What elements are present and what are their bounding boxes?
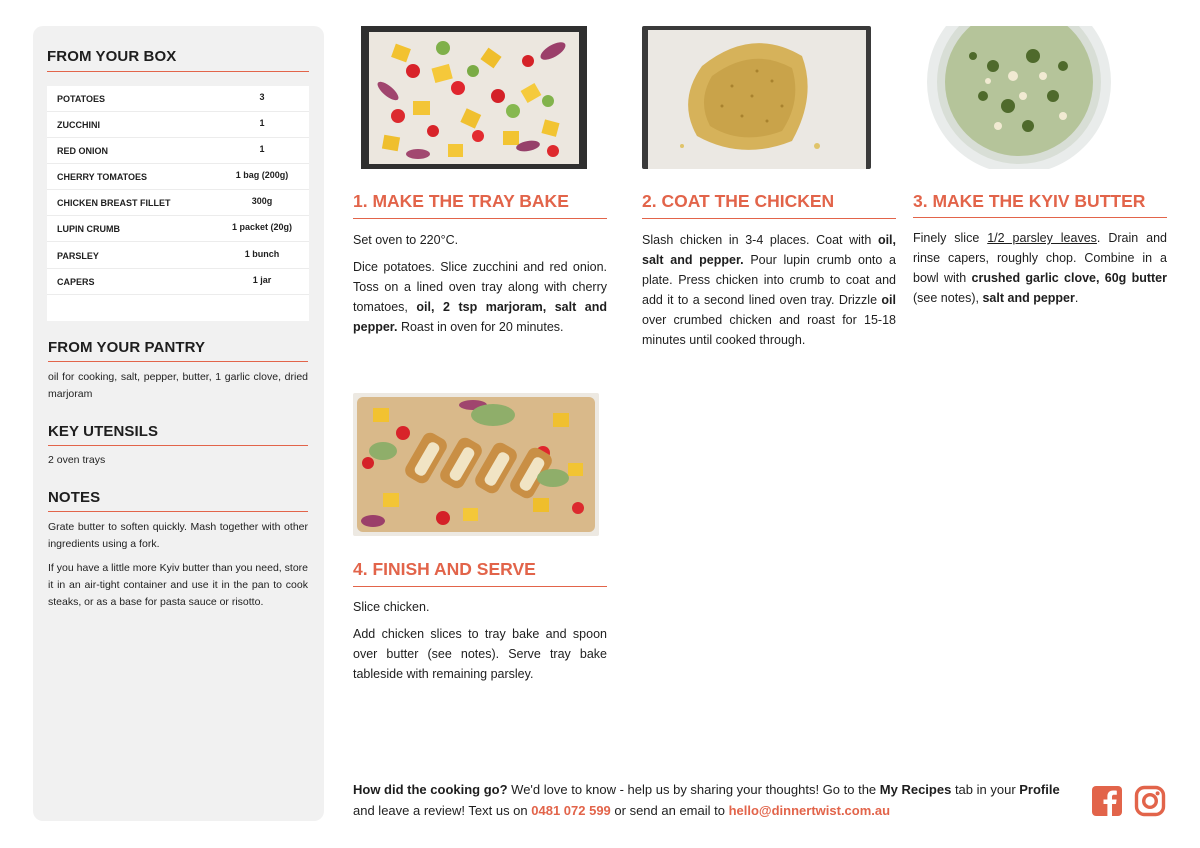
ingredient-name: ZUCCHINI — [57, 120, 100, 130]
step-paragraph: Slash chicken in 3-4 places. Coat with oil, salt and pepper. Pour lupin crumb onto a plate. Press chicken into crumb to coat and add it to a second lined oven tray. Drizzle oil over crumbed chicken and roast for 15-18 minutes until cooked through. — [642, 233, 896, 347]
table-row — [47, 216, 309, 242]
note-paragraph: Grate butter to soften quickly. Mash together with other ingredients using a fork. — [48, 521, 308, 550]
ingredient-qty: 1 packet (20g) — [231, 222, 293, 232]
ingredient-qty: 1 — [259, 118, 265, 128]
table-row — [47, 269, 309, 295]
tray-bake-photo — [353, 26, 591, 169]
step-paragraph: Slice chicken. — [353, 600, 430, 614]
ingredient-name: PARSLEY — [57, 251, 99, 261]
kyiv-butter-photo — [913, 26, 1125, 169]
note-paragraph: If you have a little more Kyiv butter than you need, store it in an air-tight container and use it in the pan to cook steaks, or as a base for pasta sauce or risotto. — [48, 562, 308, 608]
step-paragraph: Add chicken slices to tray bake and spoon over butter (see notes). Serve tray bake tableside with remaining parsley. — [353, 627, 607, 681]
utensils-list: 2 oven trays — [48, 454, 106, 466]
finished-dish-photo — [353, 393, 599, 536]
divider — [48, 511, 308, 512]
step-2-instructions — [642, 230, 896, 357]
from-your-box-title: FROM YOUR BOX — [47, 48, 177, 65]
table-row — [47, 164, 309, 190]
ingredient-qty: 3 — [259, 92, 265, 102]
facebook-icon[interactable] — [1091, 785, 1123, 817]
table-row — [47, 243, 309, 269]
box-ingredients-table — [47, 86, 309, 321]
divider — [353, 218, 607, 219]
ingredient-name: CHERRY TOMATOES — [57, 172, 148, 182]
table-row — [47, 112, 309, 138]
ingredient-qty: 1 — [259, 144, 265, 154]
ingredient-qty: 1 bag (200g) — [235, 170, 289, 180]
step-1-title: 1. MAKE THE TRAY BAKE — [353, 191, 569, 211]
divider — [47, 71, 309, 72]
table-row — [47, 138, 309, 164]
divider — [642, 218, 896, 219]
divider — [353, 586, 607, 587]
ingredient-qty: 300g — [251, 196, 273, 206]
divider — [913, 217, 1167, 218]
notes-title: NOTES — [48, 489, 101, 506]
instagram-icon[interactable] — [1134, 785, 1166, 817]
step-4-title: 4. FINISH AND SERVE — [353, 559, 536, 579]
from-your-pantry-title: FROM YOUR PANTRY — [48, 339, 206, 356]
ingredient-name: POTATOES — [57, 94, 106, 104]
phone-number[interactable]: 0481 072 599 — [531, 803, 611, 818]
step-3-title: 3. MAKE THE KYIV BUTTER — [913, 191, 1146, 211]
divider — [48, 445, 308, 446]
key-utensils-title: KEY UTENSILS — [48, 423, 159, 440]
table-row — [47, 86, 309, 112]
table-row — [47, 190, 309, 216]
step-4-instructions — [353, 597, 607, 691]
ingredient-name: CHICKEN BREAST FILLET — [57, 198, 171, 208]
pantry-list: oil for cooking, salt, pepper, butter, 1 garlic clove, dried marjoram — [48, 371, 308, 400]
step-paragraph: Dice potatoes. Slice zucchini and red onion. Toss on a lined oven tray along with cherry tomatoes, oil, 2 tsp marjoram, salt and pepper. Roast in oven for 20 minutes. — [353, 260, 607, 334]
step-2-title: 2. COAT THE CHICKEN — [642, 191, 835, 211]
feedback-footer: How did the cooking go? We'd love to know - help us by sharing your thoughts! Go to the My Recipes tab in your Profile and leave a review! Text us on 0481 072 599 or send an email to hello@dinnertwist.com.au — [353, 782, 1060, 818]
ingredient-name: CAPERS — [57, 277, 95, 287]
ingredient-qty: 1 jar — [252, 275, 272, 285]
ingredient-name: RED ONION — [57, 146, 109, 156]
ingredients-sidebar — [33, 26, 324, 821]
ingredient-qty: 1 bunch — [244, 249, 280, 259]
step-1-instructions — [353, 230, 607, 344]
step-3-instructions — [913, 228, 1167, 315]
divider — [48, 361, 308, 362]
ingredient-name: LUPIN CRUMB — [57, 224, 120, 234]
step-paragraph: Set oven to 220°C. — [353, 233, 459, 247]
crumbed-chicken-photo — [642, 26, 871, 169]
step-paragraph: Finely slice 1/2 parsley leaves. Drain and rinse capers, roughly chop. Combine in a bowl with crushed garlic clove, 60g butter (see notes), salt and pepper. — [913, 231, 1167, 305]
email-link[interactable]: hello@dinnertwist.com.au — [728, 803, 891, 818]
